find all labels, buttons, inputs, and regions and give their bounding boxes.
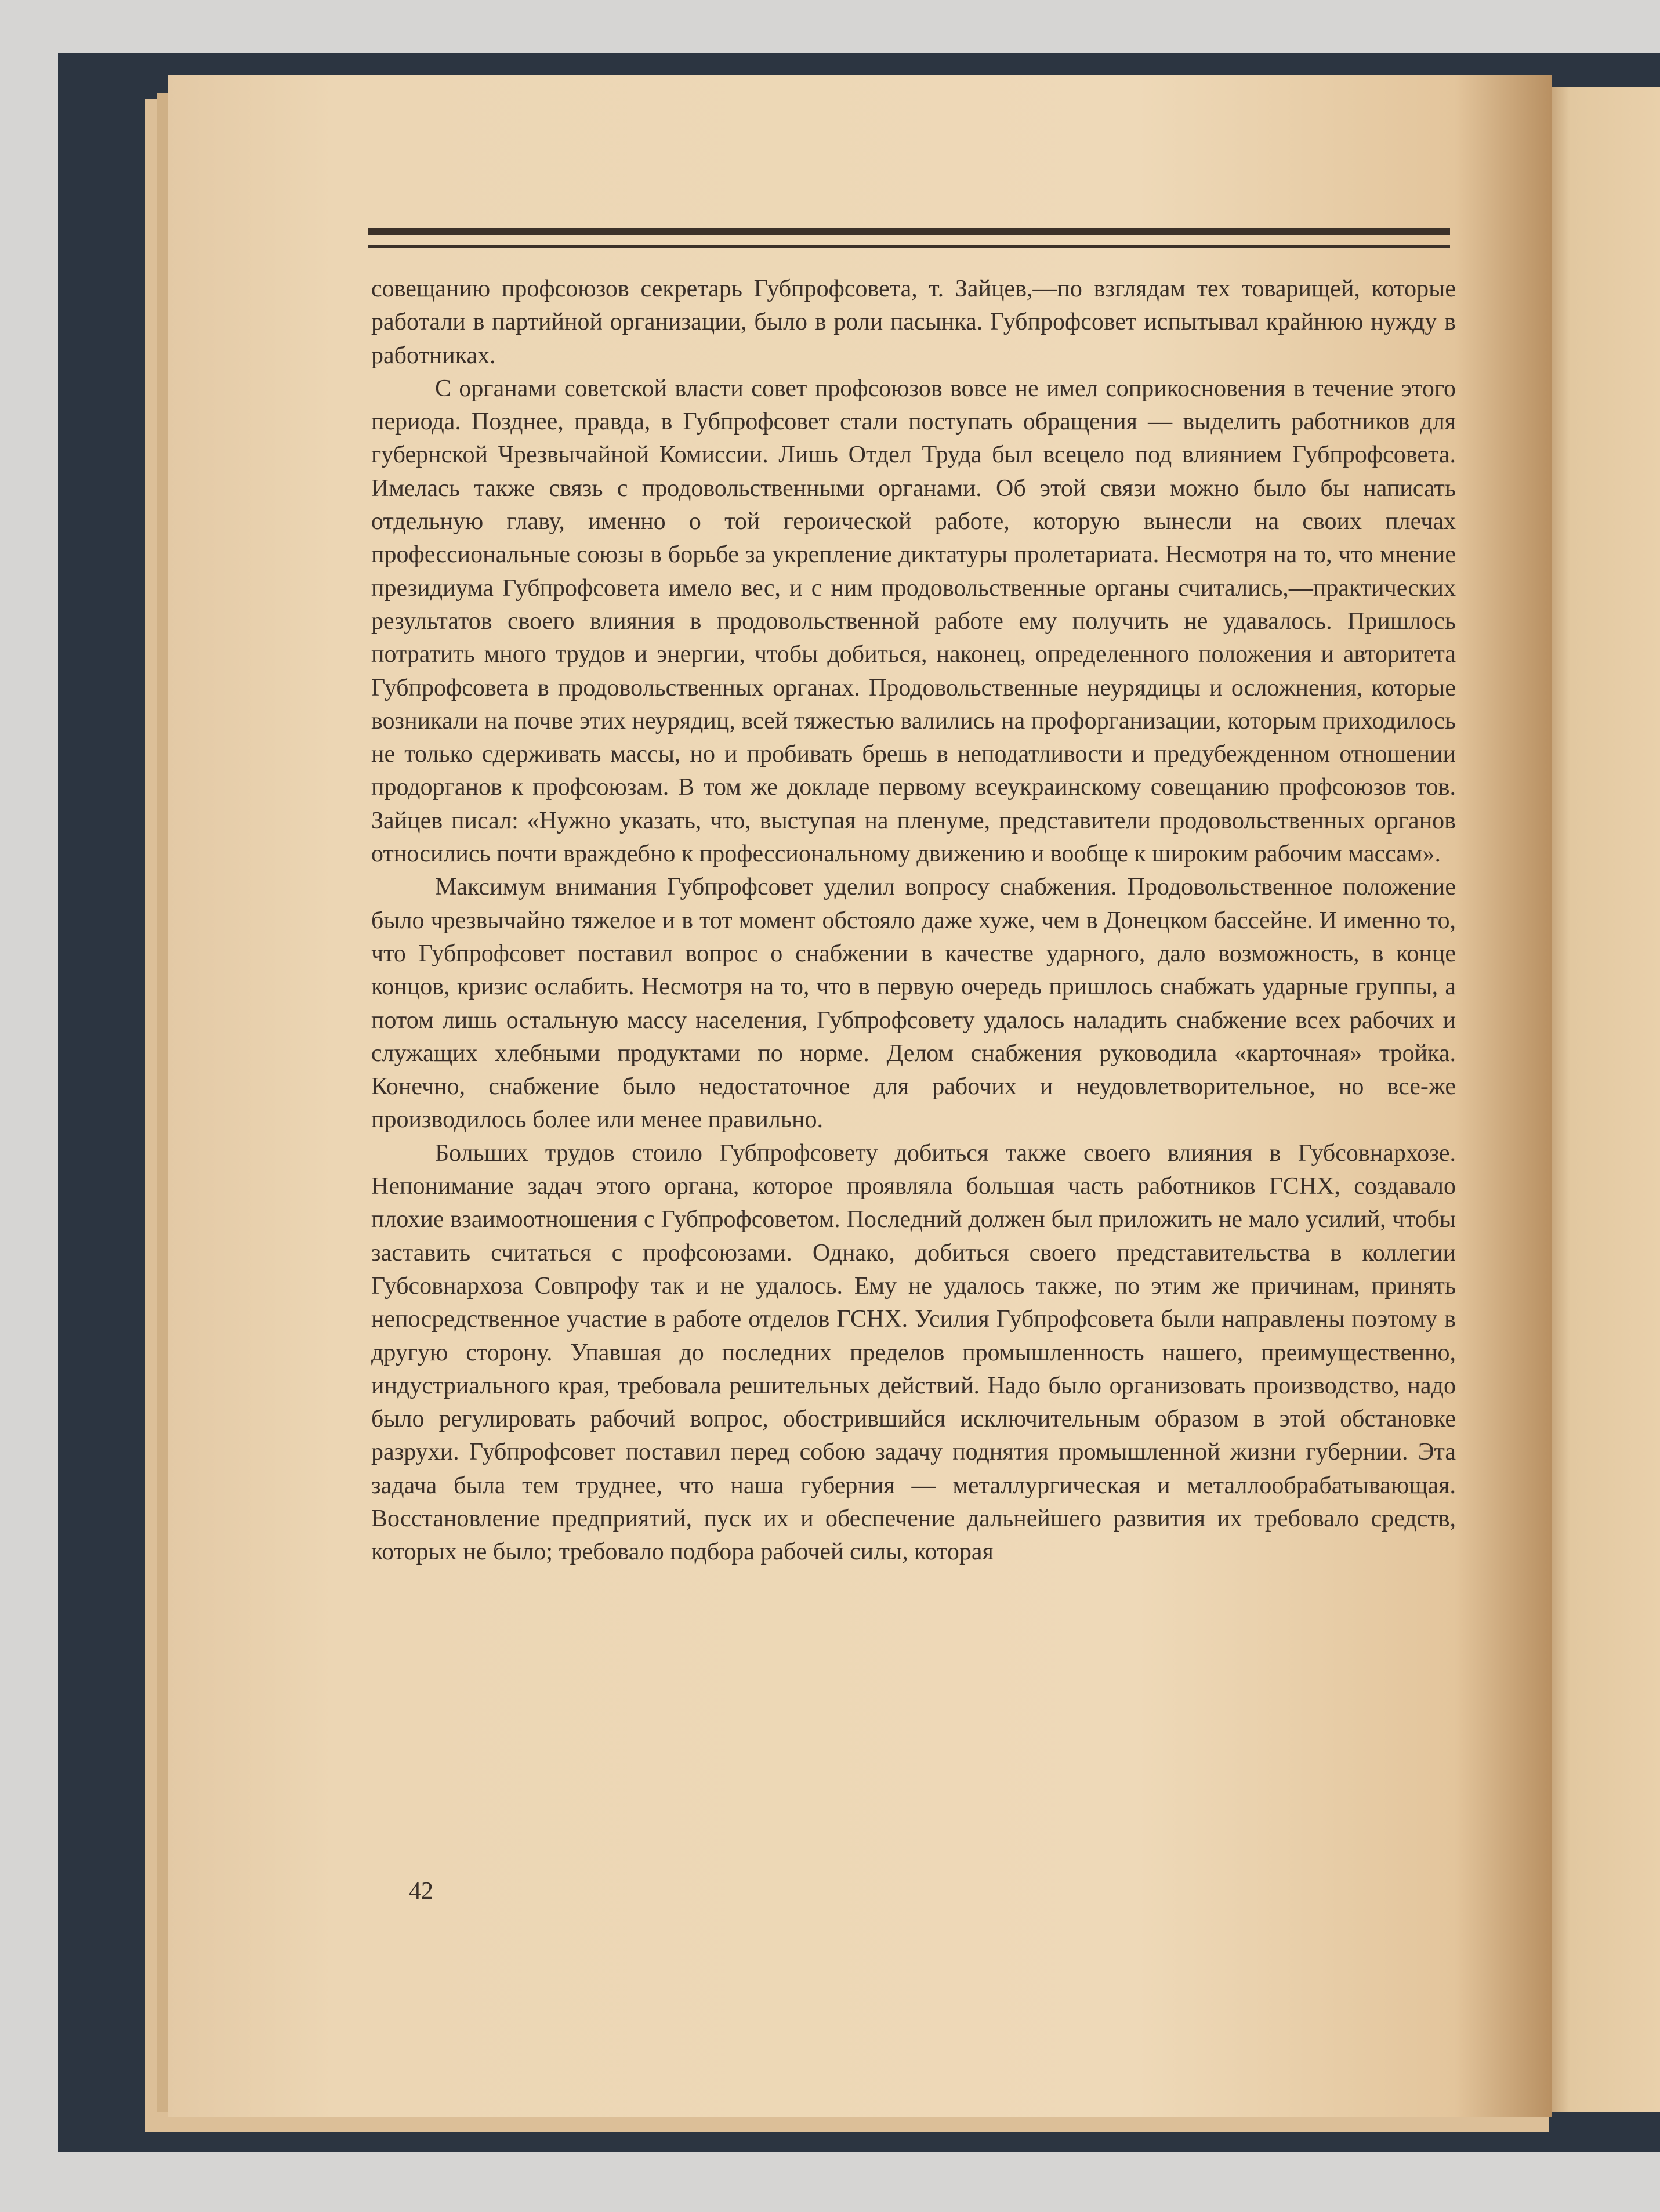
facing-page: [1540, 87, 1660, 2112]
paragraph-3: Максимум внимания Губпрофсовет уделил вопросу снабжения. Продовольственное положение было чрезвычайно тяжелое и в тот момент обстояло даже хуже, чем в Донецком бассейне. И именно то, что Губпрофсовет поставил вопрос о снабжении в качестве ударного, дало возможность, в конце концов, кризис ослабить. Несмотря на то, что в первую очередь пришлось снабжать ударные группы, а потом лишь остальную массу населения, Губпрофсовету удалось наладить снабжение всех рабочих и служащих хлебными продуктами по норме. Делом снабжения руководила «карточная» тройка. Конечно, снабжение было недостаточное для рабочих и неудовлетворительное, но все-же производилось более или менее правильно.: [371, 874, 1456, 1134]
header-rule-thick: [368, 228, 1450, 235]
paragraph-4: Больших трудов стоило Губпрофсовету добиться также своего влияния в Губсовнархозе. Непонимание задач этого органа, которое проявляла большая часть работников ГСНХ, создавало плохие взаимоотношения с Губпрофсоветом. Последний должен был приложить не мало усилий, чтобы заставить считаться с профсоюзами. Однако, добиться своего представительства в коллегии Губсовнархоза Совпрофу так и не удалось. Ему не удалось также, по этим же причинам, принять непосредственное участие в работе отделов ГСНХ. Усилия Губпрофсовета были направлены поэтому в другую сторону. Упавшая до последних пределов промышленность нашего, преимущественно, индустриального края, требовала решительных действий. Надо было организовать производство, надо было регулировать рабочий вопрос, обострившийся исключительным образом в этой обстановке разрухи. Губпрофсовет поставил перед собою задачу поднятия промышленной жизни губернии. Эта задача была тем труднее, что наша губерния — металлургическая и металлообрабатывающая. Восстановление предприятий, пуск их и обеспечение дальнейшего развития их требовало средств, которых не было; требовало подбора рабочей силы, которая: [371, 1139, 1456, 1566]
paragraph-1: совещанию профсоюзов секретарь Губпрофсовета, т. Зайцев,—по взглядам тех товарищей, которые работали в партийной организации, было в роли пасынка. Губпрофсовет испытывал крайнюю нужду в работниках.: [371, 276, 1456, 369]
page-body-text: [371, 273, 1456, 1569]
paragraph-2: С органами советской власти совет профсоюзов вовсе не имел соприкосновения в течение этого периода. Позднее, правда, в Губпрофсовет стали поступать обращения — выделить работников для губернской Чрезвычайной Комиссии. Лишь Отдел Труда был всецело под влиянием Губпрофсовета. Имелась также связь с продовольственными органами. Об этой связи можно было бы написать отдельную главу, именно о той героической работе, которую вынесли на своих плечах профессиональные союзы в борьбе за укрепление диктатуры пролетариата. Несмотря на то, что мнение президиума Губпрофсовета имело вес, и с ним продовольственные органы считались,—практических результатов своего влияния в продовольственной работе ему получить не удавалось. Пришлось потратить много трудов и энергии, чтобы добиться, наконец, определенного положения и авторитета Губпрофсовета в продовольственных органах. Продовольственные неурядицы и осложнения, которые возникали на почве этих неурядиц, всей тяжестью валились на профорганизации, которым приходилось не только сдерживать массы, но и пробивать брешь в неподатливости и предубежденном отношении продорганов к профсоюзам. В том же докладе первому всеукраинскому совещанию профсоюзов тов. Зайцев писал: «Нужно указать, что, выступая на пленуме, представители продовольственных органов относились почти враждебно к профессиональному движению и вообще к широким рабочим массам».: [371, 375, 1456, 868]
page-number: 42: [409, 1878, 433, 1905]
header-rule-thin: [368, 245, 1450, 248]
